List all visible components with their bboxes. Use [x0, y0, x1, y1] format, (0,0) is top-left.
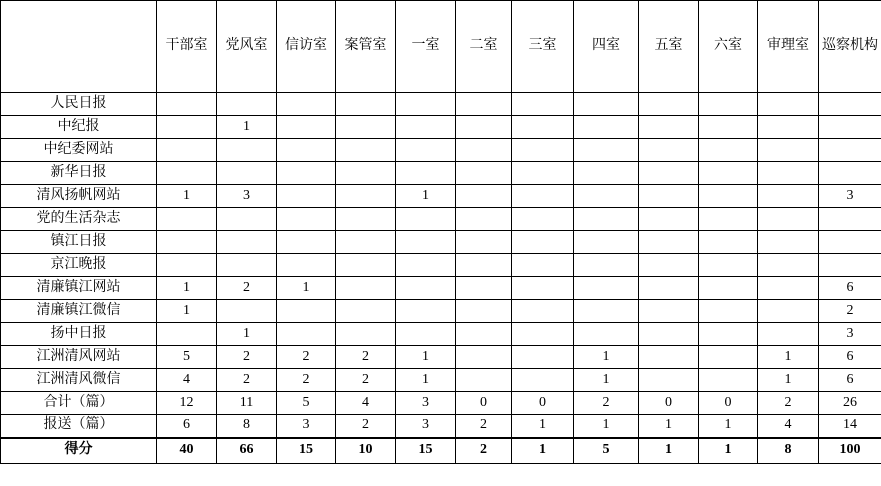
- table-cell: [819, 254, 881, 277]
- table-cell: [396, 231, 456, 254]
- table-cell: [512, 277, 574, 300]
- table-cell: 1: [574, 369, 639, 392]
- row-label: 报送（篇）: [1, 415, 157, 438]
- table-cell: [157, 208, 217, 231]
- table-cell: [574, 208, 639, 231]
- table-cell: [512, 116, 574, 139]
- table-cell: 2: [336, 369, 396, 392]
- table-row: [1, 116, 881, 139]
- table-cell: [512, 346, 574, 369]
- row-label: 得分: [1, 438, 157, 464]
- table-cell: 5: [574, 438, 639, 464]
- table-row: [1, 139, 881, 162]
- table-cell: [819, 162, 881, 185]
- table-cell: [512, 162, 574, 185]
- table-cell: [456, 139, 512, 162]
- table-cell: 1: [512, 438, 574, 464]
- table-cell: [456, 323, 512, 346]
- table-cell: [217, 254, 277, 277]
- row-label: 清廉镇江微信: [1, 300, 157, 323]
- table-cell: [277, 300, 336, 323]
- column-header: 五室: [639, 1, 699, 93]
- table-row: [1, 185, 881, 208]
- table-cell: [456, 231, 512, 254]
- table-row: [1, 277, 881, 300]
- table-cell: [456, 116, 512, 139]
- table-cell: [639, 346, 699, 369]
- table-cell: [456, 346, 512, 369]
- table-cell: 3: [217, 185, 277, 208]
- table-cell: [819, 231, 881, 254]
- table-row: [1, 415, 881, 438]
- row-label: 新华日报: [1, 162, 157, 185]
- table-cell: 2: [217, 277, 277, 300]
- table-cell: 8: [217, 415, 277, 438]
- row-label: 江洲清风微信: [1, 369, 157, 392]
- table-cell: [277, 93, 336, 116]
- table-cell: 66: [217, 438, 277, 464]
- table-cell: [456, 254, 512, 277]
- table-cell: 10: [336, 438, 396, 464]
- table-cell: 2: [217, 346, 277, 369]
- table-cell: 2: [819, 300, 881, 323]
- table-cell: [512, 323, 574, 346]
- table-body: [1, 93, 881, 464]
- table-cell: [396, 139, 456, 162]
- table-row: [1, 231, 881, 254]
- column-header: 巡察机构: [819, 1, 881, 93]
- table-cell: [758, 185, 819, 208]
- table-cell: [456, 300, 512, 323]
- table-cell: 0: [639, 392, 699, 415]
- table-cell: 3: [819, 323, 881, 346]
- table-cell: 12: [157, 392, 217, 415]
- table-cell: [758, 116, 819, 139]
- table-cell: [574, 116, 639, 139]
- table-cell: [758, 277, 819, 300]
- table-cell: 3: [277, 415, 336, 438]
- table-cell: 6: [819, 346, 881, 369]
- table-row: [1, 392, 881, 415]
- table-cell: 1: [512, 415, 574, 438]
- table-cell: 2: [456, 438, 512, 464]
- table-cell: 1: [574, 415, 639, 438]
- table-cell: [699, 346, 758, 369]
- table-cell: 1: [699, 438, 758, 464]
- table-cell: [758, 300, 819, 323]
- table-cell: 1: [699, 415, 758, 438]
- table-cell: [758, 323, 819, 346]
- table-cell: 3: [396, 392, 456, 415]
- table-row: [1, 208, 881, 231]
- table-cell: [456, 93, 512, 116]
- table-cell: 5: [157, 346, 217, 369]
- table-cell: 1: [157, 300, 217, 323]
- table-cell: [512, 231, 574, 254]
- table-cell: [574, 162, 639, 185]
- table-cell: [758, 162, 819, 185]
- table-cell: [758, 231, 819, 254]
- table-cell: [277, 116, 336, 139]
- table-cell: [396, 277, 456, 300]
- table-cell: 1: [574, 346, 639, 369]
- row-label: 扬中日报: [1, 323, 157, 346]
- table-cell: [819, 93, 881, 116]
- table-cell: [639, 162, 699, 185]
- table-cell: [217, 231, 277, 254]
- table-cell: [336, 254, 396, 277]
- table-cell: [699, 93, 758, 116]
- column-header: 干部室: [157, 1, 217, 93]
- table-cell: [512, 185, 574, 208]
- table-cell: [699, 254, 758, 277]
- table-cell: 1: [396, 185, 456, 208]
- table-cell: [456, 185, 512, 208]
- table-cell: 26: [819, 392, 881, 415]
- table-cell: 2: [336, 415, 396, 438]
- table-cell: [217, 300, 277, 323]
- table-cell: [819, 139, 881, 162]
- row-label: 清廉镇江网站: [1, 277, 157, 300]
- table-cell: 40: [157, 438, 217, 464]
- table-cell: [336, 323, 396, 346]
- table-cell: 15: [396, 438, 456, 464]
- table-cell: [277, 254, 336, 277]
- table-cell: [456, 162, 512, 185]
- row-label: 江洲清风网站: [1, 346, 157, 369]
- table-row: [1, 323, 881, 346]
- table-cell: [336, 277, 396, 300]
- table-cell: [639, 300, 699, 323]
- table-cell: 14: [819, 415, 881, 438]
- table-cell: [819, 208, 881, 231]
- table-cell: 2: [277, 369, 336, 392]
- table-row: [1, 346, 881, 369]
- table-cell: [758, 139, 819, 162]
- table-cell: 3: [396, 415, 456, 438]
- table-cell: [157, 162, 217, 185]
- row-label: 中纪报: [1, 116, 157, 139]
- table-cell: [217, 162, 277, 185]
- table-cell: 0: [699, 392, 758, 415]
- table-cell: [574, 277, 639, 300]
- table-row: [1, 438, 881, 464]
- table-cell: 2: [217, 369, 277, 392]
- table-cell: 4: [336, 392, 396, 415]
- table-row: [1, 162, 881, 185]
- table-cell: [456, 208, 512, 231]
- table-cell: 8: [758, 438, 819, 464]
- table-cell: [639, 185, 699, 208]
- table-cell: [639, 139, 699, 162]
- table-cell: [639, 231, 699, 254]
- table-cell: 1: [217, 116, 277, 139]
- table-cell: [157, 139, 217, 162]
- row-label: 京江晚报: [1, 254, 157, 277]
- table-cell: [277, 185, 336, 208]
- table-cell: [336, 185, 396, 208]
- table-cell: 1: [157, 185, 217, 208]
- table-cell: [574, 139, 639, 162]
- column-header: 审理室: [758, 1, 819, 93]
- table-cell: [277, 231, 336, 254]
- table-cell: [699, 231, 758, 254]
- table-cell: [699, 116, 758, 139]
- table-cell: 1: [758, 346, 819, 369]
- table-cell: 6: [157, 415, 217, 438]
- table-cell: [157, 231, 217, 254]
- table-cell: [336, 208, 396, 231]
- table-cell: 2: [336, 346, 396, 369]
- header-row: [1, 1, 881, 93]
- column-header: 一室: [396, 1, 456, 93]
- table-cell: 1: [639, 438, 699, 464]
- table-cell: 1: [639, 415, 699, 438]
- row-label: 党的生活杂志: [1, 208, 157, 231]
- table-cell: [574, 231, 639, 254]
- table-cell: 100: [819, 438, 881, 464]
- table-cell: [396, 116, 456, 139]
- table-cell: [639, 369, 699, 392]
- table-cell: [512, 369, 574, 392]
- table-cell: [639, 93, 699, 116]
- table-cell: 1: [396, 346, 456, 369]
- column-header: 二室: [456, 1, 512, 93]
- table-cell: 2: [456, 415, 512, 438]
- table-cell: 1: [277, 277, 336, 300]
- table-cell: 11: [217, 392, 277, 415]
- table-cell: [336, 139, 396, 162]
- table-cell: [574, 254, 639, 277]
- table-cell: [819, 116, 881, 139]
- row-label: 合计（篇）: [1, 392, 157, 415]
- table-cell: [512, 139, 574, 162]
- table-cell: [512, 254, 574, 277]
- table-cell: 3: [819, 185, 881, 208]
- table-cell: [699, 369, 758, 392]
- column-header: 四室: [574, 1, 639, 93]
- table-cell: [396, 300, 456, 323]
- table-cell: [277, 323, 336, 346]
- table-cell: [512, 300, 574, 323]
- table-cell: [277, 162, 336, 185]
- table-cell: [396, 254, 456, 277]
- row-label: 中纪委网站: [1, 139, 157, 162]
- column-header: 六室: [699, 1, 758, 93]
- table-row: [1, 300, 881, 323]
- table-cell: [758, 208, 819, 231]
- table-cell: 1: [157, 277, 217, 300]
- table-cell: [574, 300, 639, 323]
- corner-cell: [1, 1, 157, 93]
- table-cell: 5: [277, 392, 336, 415]
- table-cell: 6: [819, 369, 881, 392]
- table-cell: [157, 93, 217, 116]
- table-cell: [574, 185, 639, 208]
- table-cell: 0: [456, 392, 512, 415]
- table-row: [1, 93, 881, 116]
- table-cell: [396, 323, 456, 346]
- table-cell: 1: [758, 369, 819, 392]
- table-cell: [336, 300, 396, 323]
- table-cell: [639, 323, 699, 346]
- table-cell: [336, 231, 396, 254]
- column-header: 党风室: [217, 1, 277, 93]
- table-cell: 4: [758, 415, 819, 438]
- table-row: [1, 369, 881, 392]
- table-cell: [217, 208, 277, 231]
- table-cell: [758, 254, 819, 277]
- table-cell: 2: [758, 392, 819, 415]
- table-cell: [639, 254, 699, 277]
- table-cell: [699, 300, 758, 323]
- row-label: 清风扬帆网站: [1, 185, 157, 208]
- table-cell: [639, 116, 699, 139]
- table-cell: [157, 323, 217, 346]
- table-cell: 15: [277, 438, 336, 464]
- table-cell: 1: [396, 369, 456, 392]
- table-cell: [336, 162, 396, 185]
- table-cell: [639, 208, 699, 231]
- table-cell: [277, 139, 336, 162]
- table-cell: 6: [819, 277, 881, 300]
- column-header: 三室: [512, 1, 574, 93]
- table-cell: [699, 208, 758, 231]
- table-cell: [512, 208, 574, 231]
- table-cell: 4: [157, 369, 217, 392]
- table-cell: [277, 208, 336, 231]
- table-cell: [512, 93, 574, 116]
- table-cell: [699, 323, 758, 346]
- table-cell: [396, 208, 456, 231]
- row-label: 人民日报: [1, 93, 157, 116]
- table-cell: [336, 93, 396, 116]
- table-cell: [699, 277, 758, 300]
- table-cell: 2: [277, 346, 336, 369]
- table-row: [1, 254, 881, 277]
- table-cell: 2: [574, 392, 639, 415]
- table-cell: [699, 162, 758, 185]
- table-cell: [217, 139, 277, 162]
- table-cell: [157, 116, 217, 139]
- table-cell: [456, 369, 512, 392]
- table-cell: [157, 254, 217, 277]
- row-label: 镇江日报: [1, 231, 157, 254]
- table-cell: 0: [512, 392, 574, 415]
- table-cell: [699, 139, 758, 162]
- table-cell: [396, 93, 456, 116]
- column-header: 案管室: [336, 1, 396, 93]
- table-cell: [336, 116, 396, 139]
- table-cell: [456, 277, 512, 300]
- table-cell: [217, 93, 277, 116]
- table-cell: [574, 93, 639, 116]
- column-header: 信访室: [277, 1, 336, 93]
- table-cell: [699, 185, 758, 208]
- table-cell: [396, 162, 456, 185]
- table-cell: [574, 323, 639, 346]
- table-cell: [639, 277, 699, 300]
- table-cell: 1: [217, 323, 277, 346]
- table-cell: [758, 93, 819, 116]
